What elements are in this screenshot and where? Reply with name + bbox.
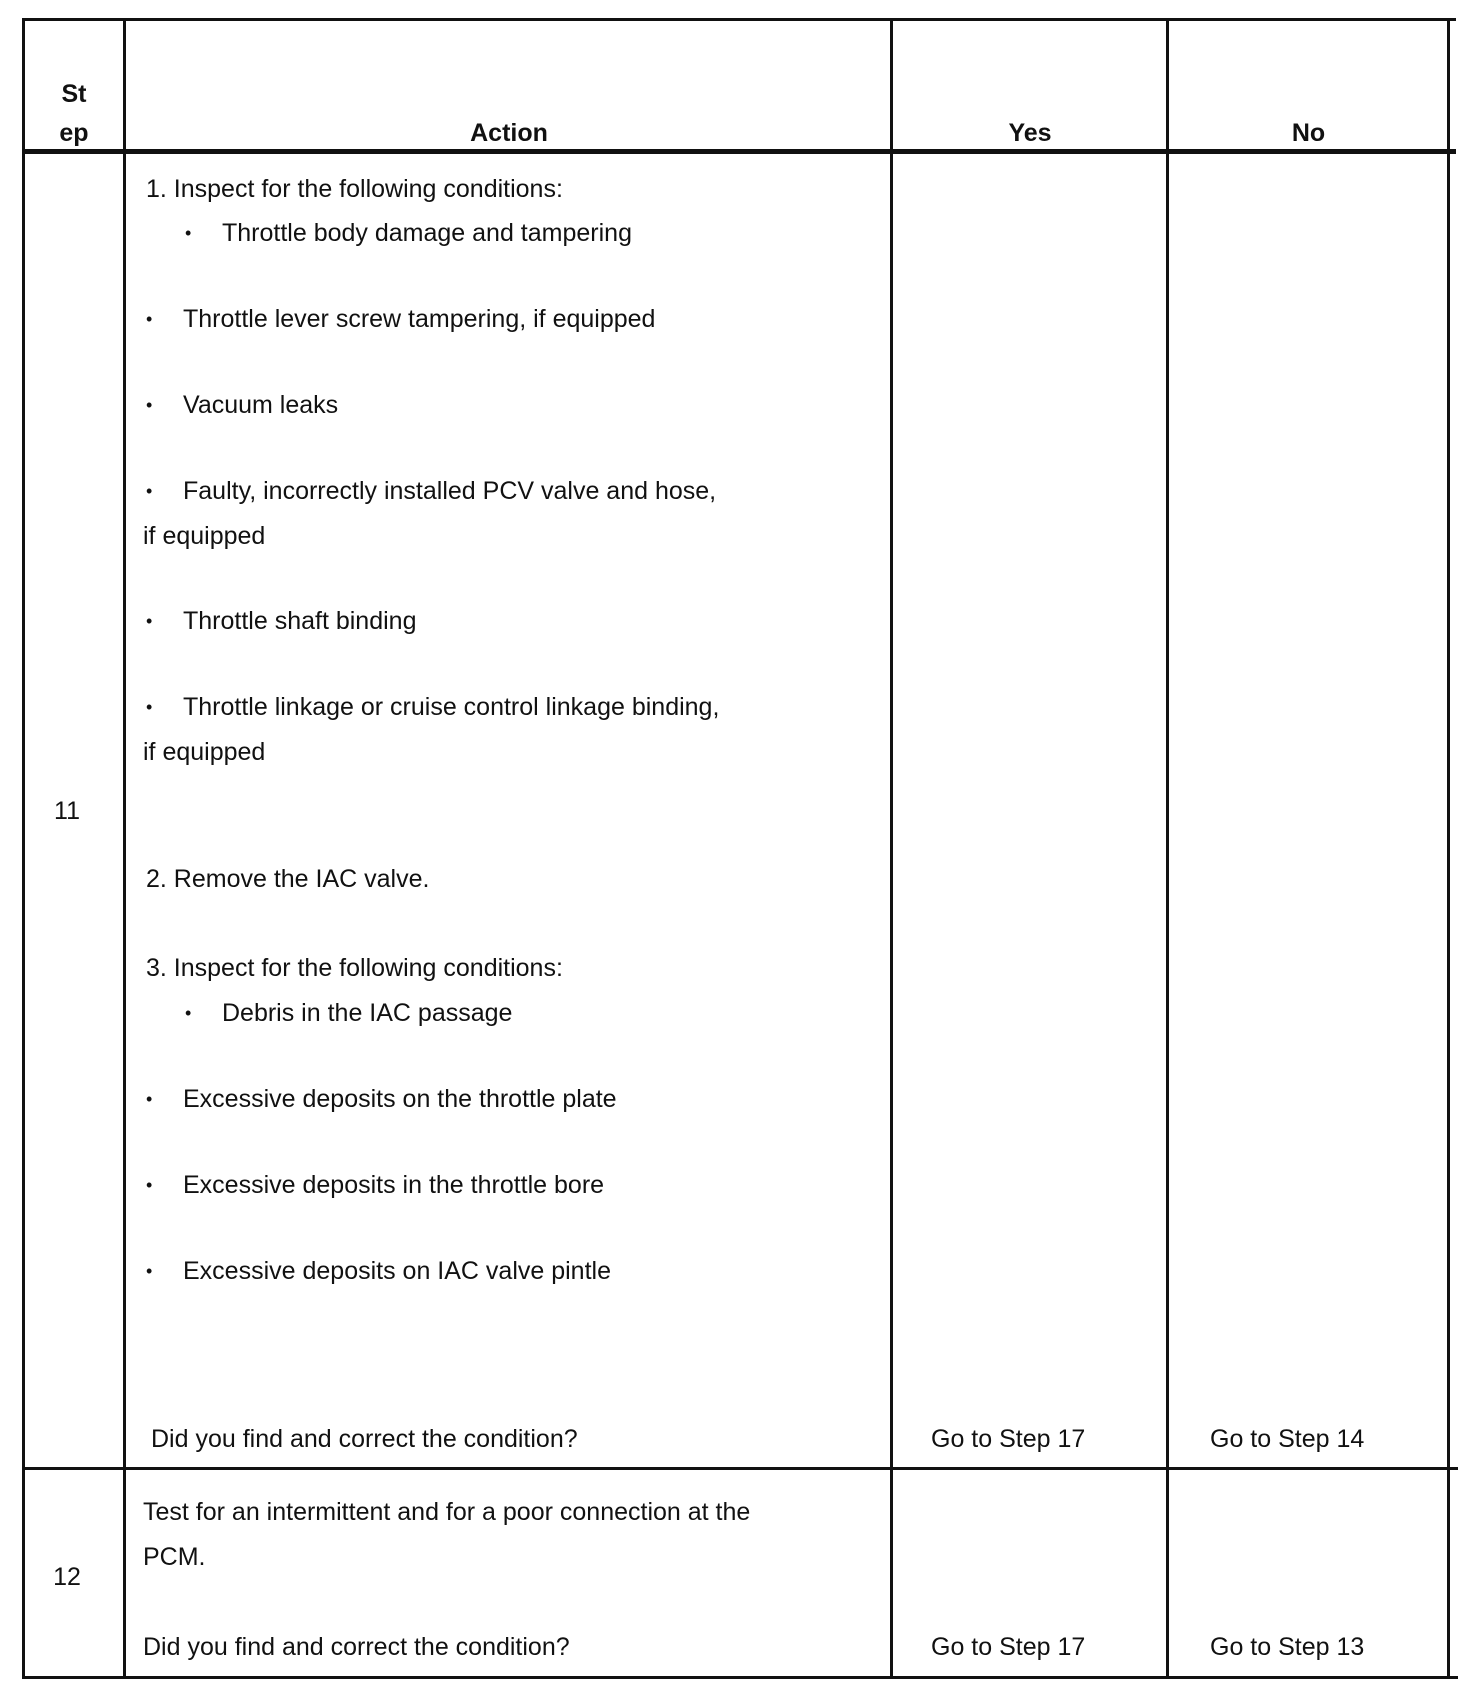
no-result: Go to Step 14 [1210,1425,1365,1453]
table-border-top [22,18,1456,21]
question-text: Did you find and correct the condition? [151,1425,578,1453]
header-yes: Yes [1008,119,1052,147]
row-divider [24,1467,1458,1470]
action-subitem: Excessive deposits on IAC valve pintle [183,1257,611,1285]
action-subitem: Debris in the IAC passage [222,999,513,1027]
bullet-icon: • [146,697,153,717]
header-no: No [1291,119,1326,147]
action-subitem: Vacuum leaks [183,391,339,419]
action-item: 1. Inspect for the following conditions: [146,175,563,203]
column-divider-action [890,18,893,1679]
action-item: 2. Remove the IAC valve. [146,865,430,893]
action-subitem: Throttle lever screw tampering, if equipped [183,305,656,333]
header-step-line1: St [61,80,87,108]
bullet-icon: • [146,1175,153,1195]
action-subitem-continued: if equipped [143,738,266,766]
table-border-right [1447,18,1450,1679]
step-number: 12 [53,1563,81,1591]
action-subitem-continued: if equipped [143,522,266,550]
bullet-icon: • [146,309,153,329]
step-number: 11 [54,797,80,825]
column-divider-step [123,18,126,1679]
action-subitem: Excessive deposits in the throttle bore [183,1171,605,1199]
bullet-icon: • [146,611,153,631]
action-subitem: Faulty, incorrectly installed PCV valve and hose, [183,477,717,505]
question-text: Did you find and correct the condition? [143,1633,570,1661]
bullet-icon: • [146,395,153,415]
no-result: Go to Step 13 [1210,1633,1365,1661]
header-divider [22,149,1456,154]
action-subitem: Throttle shaft binding [183,607,417,635]
action-subitem: Excessive deposits on the throttle plate [183,1085,617,1113]
action-item: 3. Inspect for the following conditions: [146,954,563,982]
bullet-icon: • [185,223,192,243]
action-subitem: Throttle body damage and tampering [222,219,632,247]
column-divider-yes [1166,18,1169,1679]
bullet-icon: • [146,1089,153,1109]
action-item: Test for an intermittent and for a poor connection at the [143,1498,751,1526]
action-subitem: Throttle linkage or cruise control linkage binding, [183,693,720,721]
bullet-icon: • [146,481,153,501]
header-action: Action [470,119,548,147]
table-border-left [22,18,25,1679]
yes-result: Go to Step 17 [931,1425,1086,1453]
header-step-line2: ep [59,119,89,147]
table-border-bottom [24,1676,1458,1679]
yes-result: Go to Step 17 [931,1633,1086,1661]
action-item-continued: PCM. [143,1543,206,1571]
bullet-icon: • [146,1261,153,1281]
bullet-icon: • [185,1003,192,1023]
